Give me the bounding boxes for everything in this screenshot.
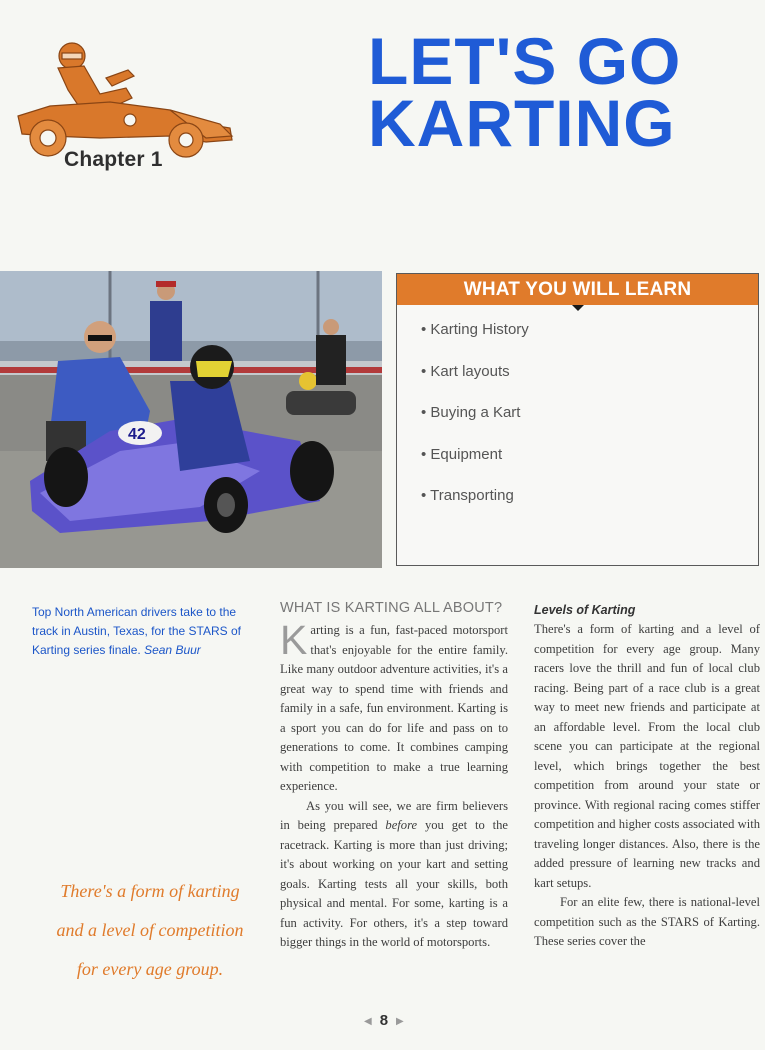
page-title (368, 24, 698, 160)
what-you-will-learn-box (396, 273, 759, 566)
pull-quote (40, 872, 260, 989)
article-paragraph-1 (280, 617, 508, 797)
learn-box-heading (397, 274, 758, 305)
article-paragraph-2-end: you get to the racetrack. Karting is more than just driving; it's about working on your kart and setting goals. Karting tests all your skills, both physical and mental. For some, karting is a fun activity. For others, it's a step toward bigger things in the world of motorsports. (280, 818, 508, 949)
chapter-label: Chapter 1 (64, 148, 163, 171)
left-arrow-icon: ◀ (364, 1016, 372, 1027)
levels-paragraph-2: For an elite few, there is national-level competition such as the STARS of Karting. These series cover the (534, 895, 760, 948)
levels-paragraph-1: There's a form of karting and a level of competition for every age group. Many racers love the thrill and fun of local club racing. Being part of a race club is a great way to meet new friends and participate at an affordable level. From the local club scene you can participate at the regional level, which brings together the best competition from around your state or province. With regional racing comes stiffer competition and higher costs associated with traveling longer distances. Also, there is the added pressure of learning new tracks and kart setups. (534, 622, 760, 890)
learn-item: • Transporting (421, 487, 514, 504)
caption-text: Top North American drivers take to the track in Austin, Texas, for the STARS of Karting series finale. (32, 605, 241, 657)
learn-item: • Karting History (421, 321, 529, 338)
article-column (280, 600, 508, 953)
page-title-line-2: KARTING (368, 86, 676, 160)
article-heading: WHAT IS KARTING ALL ABOUT? (280, 600, 503, 616)
levels-column (534, 603, 760, 952)
photo-caption (32, 603, 262, 660)
page-number-nav (364, 1012, 404, 1029)
page-title-line-1: LET'S GO (368, 24, 682, 98)
down-arrow-icon (572, 305, 584, 311)
article-paragraph-2-start: As you will see, we are firm believers in being prepared (280, 798, 508, 832)
learn-item: • Equipment (421, 445, 503, 463)
right-arrow-icon: ▶ (396, 1016, 404, 1027)
article-paragraph-1-text: arting is a fun, fast-paced motorsport that's enjoyable for the entire family. Like many outdoor adventure activities, it's a great way to spend time with friends and family in a safe, fun environment. Karting is a sport you can do for life and pass on to generations to come. It combines camping with competition to make a true learning experience. (280, 623, 508, 793)
learn-item: • Kart layouts (421, 362, 510, 380)
kart-number: 42 (128, 426, 146, 443)
kart-logo-illustration (10, 40, 238, 165)
pull-quote-line: and a level of competition (56, 920, 244, 940)
levels-heading: Levels of Karting (534, 603, 636, 617)
learn-list (421, 320, 529, 528)
article-paragraph-2 (280, 797, 508, 953)
drop-cap: K (280, 617, 308, 663)
karting-photo (0, 271, 382, 568)
learn-item: • Buying a Kart (421, 404, 521, 421)
pull-quote-line: for every age group. (76, 959, 224, 979)
learn-box-heading-text: WHAT YOU WILL LEARN (463, 279, 692, 300)
caption-credit: Sean Buur (144, 643, 201, 657)
page-number: 8 (379, 1012, 389, 1029)
article-paragraph-2-emphasis: before (385, 818, 418, 832)
pull-quote-line: There's a form of karting (60, 881, 240, 901)
